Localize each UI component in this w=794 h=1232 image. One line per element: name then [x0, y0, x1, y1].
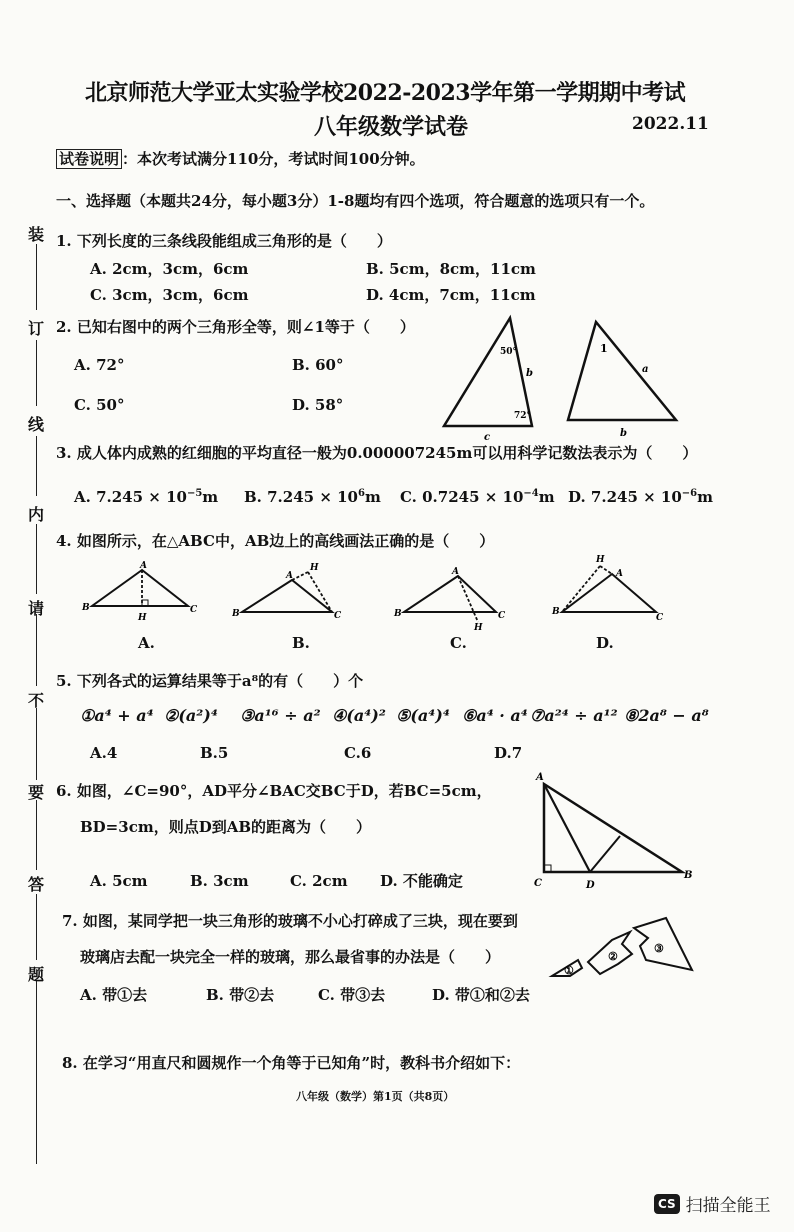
piece-label-2: ② — [608, 950, 618, 963]
option-exponent: 6 — [357, 488, 365, 499]
option-unit: m — [697, 488, 713, 506]
option-a[interactable]: A.4 — [90, 744, 118, 762]
binding-char: 答 — [28, 875, 45, 894]
label-b: B — [232, 609, 240, 619]
binding-line — [36, 800, 37, 870]
binding-char: 订 — [28, 319, 45, 338]
expression-6: ⑥a⁴ · a⁴ — [462, 706, 528, 725]
option-a[interactable]: A. — [138, 634, 155, 652]
option-c[interactable] — [400, 488, 555, 506]
label-h: H — [596, 555, 605, 565]
binding-char: 不 — [28, 691, 45, 710]
page-footer: 八年级（数学）第1页（共8页） — [296, 1090, 455, 1103]
option-b[interactable]: B. 5cm，8cm，11cm — [366, 260, 536, 278]
option-c[interactable]: C. — [450, 634, 467, 652]
question-stem: 2. 已知右图中的两个三角形全等，则∠1等于（ ） — [56, 318, 415, 336]
binding-line — [36, 436, 37, 496]
option-unit: m — [202, 488, 219, 506]
option-c[interactable]: C. 带③去 — [318, 986, 386, 1004]
label-h: H — [310, 563, 319, 573]
figure-a — [80, 560, 200, 628]
scanner-watermark — [654, 1191, 771, 1216]
binding-char: 题 — [28, 965, 45, 984]
label-c: C — [334, 611, 342, 621]
option-d[interactable]: D. 不能确定 — [380, 872, 463, 890]
label-h: H — [138, 613, 147, 623]
label-c: C — [656, 613, 664, 623]
option-b[interactable]: B.5 — [200, 744, 229, 762]
label-h: H — [474, 623, 483, 632]
option-b[interactable] — [244, 488, 381, 506]
expression-8: ⑧2a⁸ − a⁸ — [624, 706, 709, 725]
label-b: B — [82, 603, 90, 613]
angle-label-top: 50° — [500, 347, 518, 357]
question-stem-line-2: 玻璃店去配一块完全一样的玻璃，那么最省事的办法是（ ） — [80, 948, 501, 966]
bisector-figure — [530, 768, 700, 892]
question-stem: 4. 如图所示，在△ABC中，AB边上的高线画法正确的是（ ） — [56, 532, 495, 550]
label-a: A — [286, 571, 293, 581]
side-label-b: b — [526, 368, 533, 379]
option-text: A. 7.245 × 10 — [74, 488, 187, 506]
side-label-b2: b — [620, 428, 627, 439]
expression-7: ⑦a²⁴ ÷ a¹² — [530, 706, 618, 725]
side-label-a: a — [642, 364, 649, 375]
option-b[interactable]: B. 带②去 — [206, 986, 275, 1004]
triangle-right — [568, 322, 676, 420]
question-stem-line-1: 6. 如图，∠C=90°，AD平分∠BAC交BC于D，若BC=5cm， — [56, 782, 492, 800]
exam-subtitle: 八年级数学试卷 — [314, 114, 469, 140]
option-d[interactable] — [568, 488, 713, 506]
broken-glass-figure — [548, 912, 698, 982]
binding-char: 内 — [28, 505, 45, 524]
piece-label-3: ③ — [654, 942, 664, 955]
option-d[interactable]: D. 带①和②去 — [432, 986, 530, 1004]
label-c: C — [190, 605, 198, 615]
option-c[interactable]: C. 2cm — [290, 872, 348, 890]
expression-5: ⑤(a⁴)⁴ — [396, 706, 450, 725]
question-stem: 3. 成人体内成熟的红细胞的平均直径一般为0.000007245m可以用科学记数法表示为（ ） — [56, 444, 698, 462]
question-8-stem: 8. 在学习“用直尺和圆规作一个角等于已知角”时，教科书介绍如下： — [62, 1054, 521, 1072]
exam-title: 北京师范大学亚太实验学校2022-2023学年第一学期期中考试 — [85, 80, 686, 106]
angle-label-right: 72° — [514, 411, 532, 421]
perpendicular-de — [590, 836, 620, 872]
instructions-label: 试卷说明 — [56, 149, 122, 169]
option-b[interactable]: B. 60° — [292, 356, 344, 374]
option-d[interactable]: D. — [596, 634, 614, 652]
figure-b — [232, 560, 352, 628]
expression-2: ②(a²)⁴ — [164, 706, 218, 725]
binding-line — [36, 708, 37, 780]
option-text: B. 7.245 × 10 — [244, 488, 358, 506]
option-b[interactable]: B. — [292, 634, 310, 652]
option-a[interactable]: A. 72° — [74, 356, 125, 374]
option-d[interactable]: D. 4cm，7cm，11cm — [366, 286, 536, 304]
option-a[interactable]: A. 5cm — [90, 872, 148, 890]
angle-label-1: 1 — [600, 342, 608, 355]
option-b[interactable]: B. 3cm — [190, 872, 249, 890]
instructions-text: ：本次考试满分110分，考试时间100分钟。 — [122, 150, 425, 168]
option-exponent: −4 — [523, 488, 539, 499]
scanner-logo-icon: CS — [654, 1194, 680, 1214]
binding-line — [36, 244, 37, 310]
binding-line — [36, 524, 37, 594]
binding-char: 线 — [28, 415, 45, 434]
option-d[interactable]: D.7 — [494, 744, 523, 762]
expression-1: ①a⁴ + a⁴ — [80, 706, 154, 725]
option-unit: m — [364, 488, 381, 506]
option-unit: m — [538, 488, 555, 506]
label-b: B — [552, 607, 560, 617]
label-a: A — [140, 561, 147, 571]
section-heading: 一、选择题（本题共24分，每小题3分）1-8题均有四个选项，符合题意的选项只有一个。 — [56, 192, 655, 210]
figure-c — [392, 560, 516, 632]
question-stem-line-2: BD=3cm，则点D到AB的距离为（ ） — [80, 818, 372, 836]
option-c[interactable]: C. 50° — [74, 396, 125, 414]
binding-line — [36, 614, 37, 686]
piece-label-1: ① — [564, 964, 574, 977]
side-label-c: c — [484, 432, 491, 442]
binding-char: 要 — [28, 783, 45, 802]
congruent-triangles-figure — [436, 312, 686, 442]
question-stem: 1. 下列长度的三条线段能组成三角形的是（ ） — [56, 232, 392, 250]
option-exponent: −5 — [186, 488, 203, 499]
label-d: D — [586, 880, 595, 891]
triangle-left — [444, 318, 532, 426]
label-a: A — [452, 567, 459, 577]
instructions — [56, 150, 425, 168]
label-a: A — [616, 569, 623, 579]
label-c: C — [498, 611, 506, 621]
question-stem-line-1: 7. 如图，某同学把一块三角形的玻璃不小心打碎成了三块，现在要到 — [62, 912, 518, 930]
label-b: B — [684, 870, 693, 881]
binding-line — [36, 894, 37, 960]
option-a[interactable]: A. 2cm，3cm，6cm — [90, 260, 249, 278]
exam-date: 2022.11 — [632, 114, 709, 134]
figure-d — [548, 552, 668, 628]
binding-char: 请 — [28, 599, 45, 618]
binding-char: 装 — [28, 225, 45, 244]
label-a: A — [536, 772, 544, 783]
option-c[interactable]: C. 3cm，3cm，6cm — [90, 286, 249, 304]
label-b: B — [394, 609, 402, 619]
option-exponent: −6 — [681, 488, 698, 499]
scanner-app-name: 扫描全能王 — [685, 1196, 771, 1216]
label-c: C — [534, 878, 542, 889]
option-text: C. 0.7245 × 10 — [400, 488, 524, 506]
binding-line — [36, 340, 37, 406]
option-a[interactable]: A. 带①去 — [80, 986, 148, 1004]
triangle-abc — [544, 784, 682, 872]
expression-3: ③a¹⁶ ÷ a² — [240, 706, 321, 725]
option-text: D. 7.245 × 10 — [568, 488, 682, 506]
option-d[interactable]: D. 58° — [292, 396, 344, 414]
expression-4: ④(a⁴)² — [332, 706, 386, 725]
binding-line — [36, 980, 37, 1164]
option-c[interactable]: C.6 — [344, 744, 372, 762]
option-a[interactable] — [74, 488, 218, 506]
question-stem: 5. 下列各式的运算结果等于a⁸的有（ ）个 — [56, 672, 364, 690]
